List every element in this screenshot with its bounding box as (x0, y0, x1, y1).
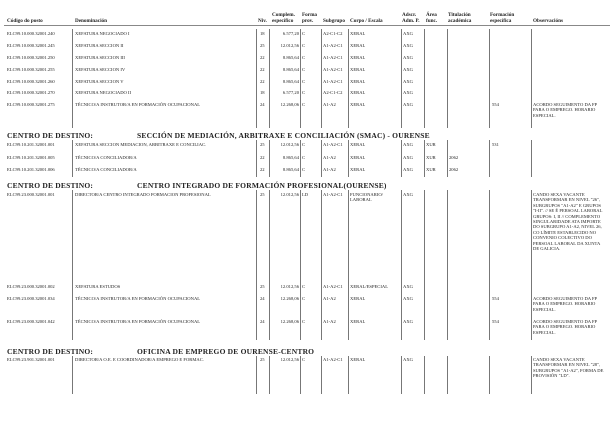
cell-forma: C (302, 55, 306, 60)
header-area-1: Área (426, 12, 437, 18)
cell-corpo: XERAL (350, 90, 366, 95)
cell-complem: 12.268,06 (280, 296, 299, 301)
column-divider (348, 29, 349, 128)
cell-niv: 22 (260, 155, 265, 160)
column-divider (531, 356, 532, 394)
header-complem-2: específico (272, 18, 294, 24)
column-divider (256, 190, 257, 340)
cell-forma: C (302, 79, 306, 84)
cell-subgrupo: A1-A2-C1 (323, 192, 343, 197)
header-adscr-2: Adm. P. (402, 18, 420, 24)
cell-forma: C (302, 296, 306, 301)
cell-area: XUR (426, 167, 436, 172)
column-divider (401, 29, 402, 128)
cell-adscr: AXG (403, 102, 413, 107)
cell-complem: 12.012,56 (280, 43, 299, 48)
cell-observacions: CANDO SEXA VACANTE TRANSFORMAR EN NIVEL "26", SUBGRUPOS "A1-A2" E GRUPOS "I-II". // SE É PERSOAL LABORAL GRUPOS: I, II // COMPLEMENTO SINGULARIDADE ATA IMPORTE DO SUBGRUPO A1-A2, NIVEL 26, CO LÍMITE ESTABLECIDO NO CONVENIO COLECTIVO DO PERSOAL LABORAL DA XUNTA DE GALICIA. (533, 192, 603, 252)
cell-complem: 12.012,56 (280, 192, 299, 197)
cell-observacions: ACORDO SEGUIMENTO DA FP PARA O EMPREGO. HORARIO ESPECIAL. (533, 102, 597, 118)
cell-area: XUR (426, 142, 436, 147)
cell-codigo: ELC99.10.000.32001.260 (7, 79, 55, 84)
column-divider (424, 356, 425, 394)
header-adscr-1: Adscr. (402, 12, 417, 18)
cell-adscr: AXG (403, 167, 413, 172)
cell-corpo: XERAL/ESPECIAL (350, 284, 389, 289)
header-codigo: Código do posto (7, 18, 43, 24)
column-divider (348, 356, 349, 394)
header-niv: Niv. (258, 18, 267, 24)
cell-forma: C (302, 284, 306, 289)
column-divider (256, 29, 257, 128)
cell-subgrupo: A1-A2 (323, 102, 336, 107)
column-divider (72, 356, 73, 394)
cell-adscr: AXG (403, 79, 413, 84)
header-complem-1: Complem. (272, 12, 295, 18)
column-divider (531, 29, 532, 128)
cell-niv: 18 (260, 90, 265, 95)
column-divider (321, 190, 322, 340)
cell-forma: C (302, 155, 306, 160)
cell-corpo: XERAL (350, 142, 366, 147)
cell-codigo: ELC99.10.201.32001.001 (7, 142, 55, 147)
cell-complem: 12.268,06 (280, 319, 299, 324)
cell-subgrupo: A1-A2-C1 (323, 284, 343, 289)
cell-codigo: ELC99.10.000.32001.275 (7, 102, 55, 107)
cell-adscr: AXG (403, 43, 413, 48)
cell-adscr: AXG (403, 284, 413, 289)
cell-niv: 24 (260, 319, 265, 324)
cell-adscr: AXG (403, 55, 413, 60)
cell-complem: 12.012,56 (280, 142, 299, 147)
cell-complem: 8.865,64 (282, 167, 299, 172)
cell-subgrupo: A1-A2-C1 (323, 142, 343, 147)
column-divider (489, 356, 490, 394)
cell-formacion: 531 (492, 142, 499, 147)
cell-codigo: ELC99.10.000.32001.270 (7, 90, 55, 95)
column-divider (300, 140, 301, 177)
column-divider (401, 190, 402, 340)
cell-forma: C (302, 167, 306, 172)
cell-niv: 25 (260, 284, 265, 289)
cell-corpo: XERAL (350, 31, 366, 36)
cell-forma: C (302, 102, 306, 107)
column-divider (300, 29, 301, 128)
cell-adscr: AXG (403, 357, 413, 362)
column-divider (348, 190, 349, 340)
column-divider (447, 29, 448, 128)
column-divider (321, 29, 322, 128)
cell-denominacion: XEFATURA NEGOCIADO I (75, 31, 130, 36)
cell-subgrupo: A1-A2 (323, 167, 336, 172)
cell-corpo: FUNCIONARIO/ LABORAL (350, 192, 383, 203)
cell-niv: 22 (260, 79, 265, 84)
column-divider (256, 140, 257, 177)
cell-subgrupo: A1-A2-C1 (323, 357, 343, 362)
cell-observacions: ACORDO SEGUIMENTO DA FP PARA O EMPREGO. HORARIO ESPECIAL. (533, 296, 597, 312)
cell-observacions: ACORDO SEGUIMENTO DA FP PARA O EMPREGO. HORARIO ESPECIAL. (533, 319, 597, 335)
cell-niv: 22 (260, 67, 265, 72)
header-denominacion: Denominación (75, 18, 107, 24)
section-label: CENTRO DE DESTINO: (7, 131, 94, 140)
cell-corpo: XERAL (350, 357, 366, 362)
cell-subgrupo: A1-A2 (323, 319, 336, 324)
cell-niv: 18 (260, 31, 265, 36)
cell-adscr: AXG (403, 31, 413, 36)
cell-corpo: XERAL (350, 155, 366, 160)
section-title: CENTRO INTEGRADO DE FORMACIÓN PROFESIONAL(OURENSE) (137, 181, 387, 190)
cell-complem: 8.865,64 (282, 67, 299, 72)
column-divider (489, 190, 490, 340)
column-divider (447, 356, 448, 394)
section-title: OFICINA DE EMPREGO DE OURENSE-CENTRO (137, 347, 315, 356)
cell-subgrupo: A1-A2-C1 (323, 79, 343, 84)
cell-denominacion: TÉCNICO/A INSTRUTOR/A EN FORMACIÓN OCUPACIONAL (75, 319, 201, 324)
cell-codigo: ELC99.10.201.32001.005 (7, 155, 55, 160)
column-divider (348, 140, 349, 177)
cell-complem: 12.268,06 (280, 102, 299, 107)
column-divider (424, 29, 425, 128)
column-divider (269, 190, 270, 340)
cell-forma: C (302, 31, 306, 36)
cell-niv: 25 (260, 142, 265, 147)
cell-corpo: XERAL (350, 43, 366, 48)
cell-niv: 25 (260, 43, 265, 48)
cell-denominacion: DIRECTOR/A O.E. E COORDINADOR/A EMPREGO E FORMAC. (75, 357, 204, 362)
section-title: SECCIÓN DE MEDIACIÓN, ARBITRAXE E CONCILIACIÓN (SMAC) - OURENSE (137, 131, 430, 140)
column-divider (401, 356, 402, 394)
cell-codigo: ELC99.10.201.32001.006 (7, 167, 55, 172)
cell-formacion: 554 (492, 296, 499, 301)
column-divider (321, 356, 322, 394)
cell-observacions: CANDO SEXA VACANTE TRANSFORMAR EN NIVEL "28", SUBGRUPOS "A1-A2", FORMA DE PROVISIÓN "LD". (533, 357, 604, 379)
cell-niv: 24 (260, 102, 265, 107)
column-divider (401, 140, 402, 177)
cell-denominacion: TÉCNICO/A CONCILIADOR/A (75, 155, 137, 160)
cell-forma: C (302, 90, 306, 95)
cell-denominacion: XEFATURA ESTUDOS (75, 284, 121, 289)
cell-denominacion: TÉCNICO/A INSTRUTOR/A EN FORMACIÓN OCUPACIONAL (75, 102, 201, 107)
cell-codigo: ELC99.23.000.32001.002 (7, 284, 55, 289)
cell-subgrupo: A2-C1-C2 (323, 90, 343, 95)
cell-subgrupo: A1-A2-C1 (323, 43, 343, 48)
cell-denominacion: XEFATURA SECCION II (75, 43, 124, 48)
cell-formacion: 554 (492, 319, 499, 324)
cell-forma: C (302, 357, 306, 362)
cell-adscr: AXG (403, 296, 413, 301)
cell-titulacion: 2062 (449, 155, 459, 160)
cell-corpo: XERAL (350, 67, 366, 72)
header-subgrupo: Subgrupo (323, 18, 345, 24)
cell-denominacion: XEFATURA SECCION III (75, 55, 125, 60)
cell-complem: 8.865,64 (282, 79, 299, 84)
column-divider (489, 140, 490, 177)
column-divider (531, 190, 532, 340)
column-divider (424, 140, 425, 177)
cell-forma: C (302, 319, 306, 324)
cell-adscr: AXG (403, 90, 413, 95)
cell-niv: 24 (260, 296, 265, 301)
cell-adscr: AXG (403, 155, 413, 160)
header-formacion-2: específica (490, 18, 512, 24)
cell-denominacion: XEFATURA NEGOCIADO II (75, 90, 132, 95)
column-divider (447, 140, 448, 177)
cell-denominacion: XEFATURA SECCION V (75, 79, 124, 84)
cell-forma: C (302, 142, 306, 147)
header-forma-1: Forma (302, 12, 317, 18)
section-label: CENTRO DE DESTINO: (7, 181, 94, 190)
column-divider (72, 140, 73, 177)
cell-subgrupo: A2-C1-C2 (323, 31, 343, 36)
cell-subgrupo: A1-A2-C1 (323, 67, 343, 72)
cell-codigo: ELC99.10.000.32001.245 (7, 43, 55, 48)
cell-denominacion: TÉCNICO/A CONCILIADOR/A (75, 167, 137, 172)
section-label: CENTRO DE DESTINO: (7, 347, 94, 356)
column-divider (531, 140, 532, 177)
column-divider (300, 356, 301, 394)
cell-forma: C (302, 43, 306, 48)
cell-adscr: AXG (403, 192, 413, 197)
cell-corpo: XERAL (350, 102, 366, 107)
cell-corpo: XERAL (350, 167, 366, 172)
header-titulacion-2: académica (448, 18, 472, 24)
cell-codigo: ELC99.23.000.32001.042 (7, 319, 55, 324)
cell-codigo: ELC99.23.000.32001.034 (7, 296, 55, 301)
cell-complem: 12.012,56 (280, 357, 299, 362)
cell-forma: LD (302, 192, 309, 197)
cell-codigo: ELC99.10.000.32001.250 (7, 55, 55, 60)
header-forma-2: prov. (302, 18, 314, 24)
cell-corpo: XERAL (350, 55, 366, 60)
cell-complem: 12.012,56 (280, 284, 299, 289)
cell-complem: 6.577,20 (282, 31, 299, 36)
cell-corpo: XERAL (350, 319, 366, 324)
cell-subgrupo: A1-A2 (323, 296, 336, 301)
cell-codigo: ELC99.23.901.32001.001 (7, 357, 55, 362)
cell-denominacion: XEFATURA SECCION IV (75, 67, 126, 72)
header-corpo: Corpo / Escala (350, 18, 383, 24)
header-rule (4, 25, 610, 26)
cell-formacion: 554 (492, 102, 499, 107)
cell-corpo: XERAL (350, 296, 366, 301)
cell-titulacion: 2062 (449, 167, 459, 172)
column-divider (447, 190, 448, 340)
header-titulacion-1: Titulación (448, 12, 471, 18)
cell-corpo: XERAL (350, 79, 366, 84)
column-divider (489, 29, 490, 128)
cell-niv: 25 (260, 192, 265, 197)
cell-denominacion: XEFATURA SECCION MEDIACION, ARBITRAXE E CONCILIAC. (75, 142, 207, 147)
cell-adscr: AXG (403, 67, 413, 72)
cell-codigo: ELC99.10.000.32001.240 (7, 31, 55, 36)
header-formacion-1: Formación (490, 12, 515, 18)
cell-niv: 22 (260, 167, 265, 172)
header-area-2: func. (426, 18, 438, 24)
cell-area: XUR (426, 155, 436, 160)
column-divider (300, 190, 301, 340)
cell-subgrupo: A1-A2 (323, 155, 336, 160)
cell-codigo: ELC99.23.000.32001.001 (7, 192, 55, 197)
cell-denominacion: TÉCNICO/A INSTRUTOR/A EN FORMACIÓN OCUPACIONAL (75, 296, 201, 301)
column-divider (424, 190, 425, 340)
cell-complem: 8.865,64 (282, 155, 299, 160)
column-divider (321, 140, 322, 177)
cell-niv: 25 (260, 357, 265, 362)
cell-codigo: ELC99.10.000.32001.255 (7, 67, 55, 72)
cell-niv: 22 (260, 55, 265, 60)
cell-adscr: AXG (403, 142, 413, 147)
column-divider (72, 29, 73, 128)
cell-forma: C (302, 67, 306, 72)
column-divider (72, 190, 73, 340)
cell-complem: 8.865,64 (282, 55, 299, 60)
cell-subgrupo: A1-A2-C1 (323, 55, 343, 60)
cell-complem: 6.577,20 (282, 90, 299, 95)
cell-adscr: AXG (403, 319, 413, 324)
column-divider (256, 356, 257, 394)
cell-denominacion: DIRECTOR/A CENTRO INTEGRADO FORMACION PROFESIONAL (75, 192, 211, 197)
header-observacions: Observacións (533, 18, 563, 24)
